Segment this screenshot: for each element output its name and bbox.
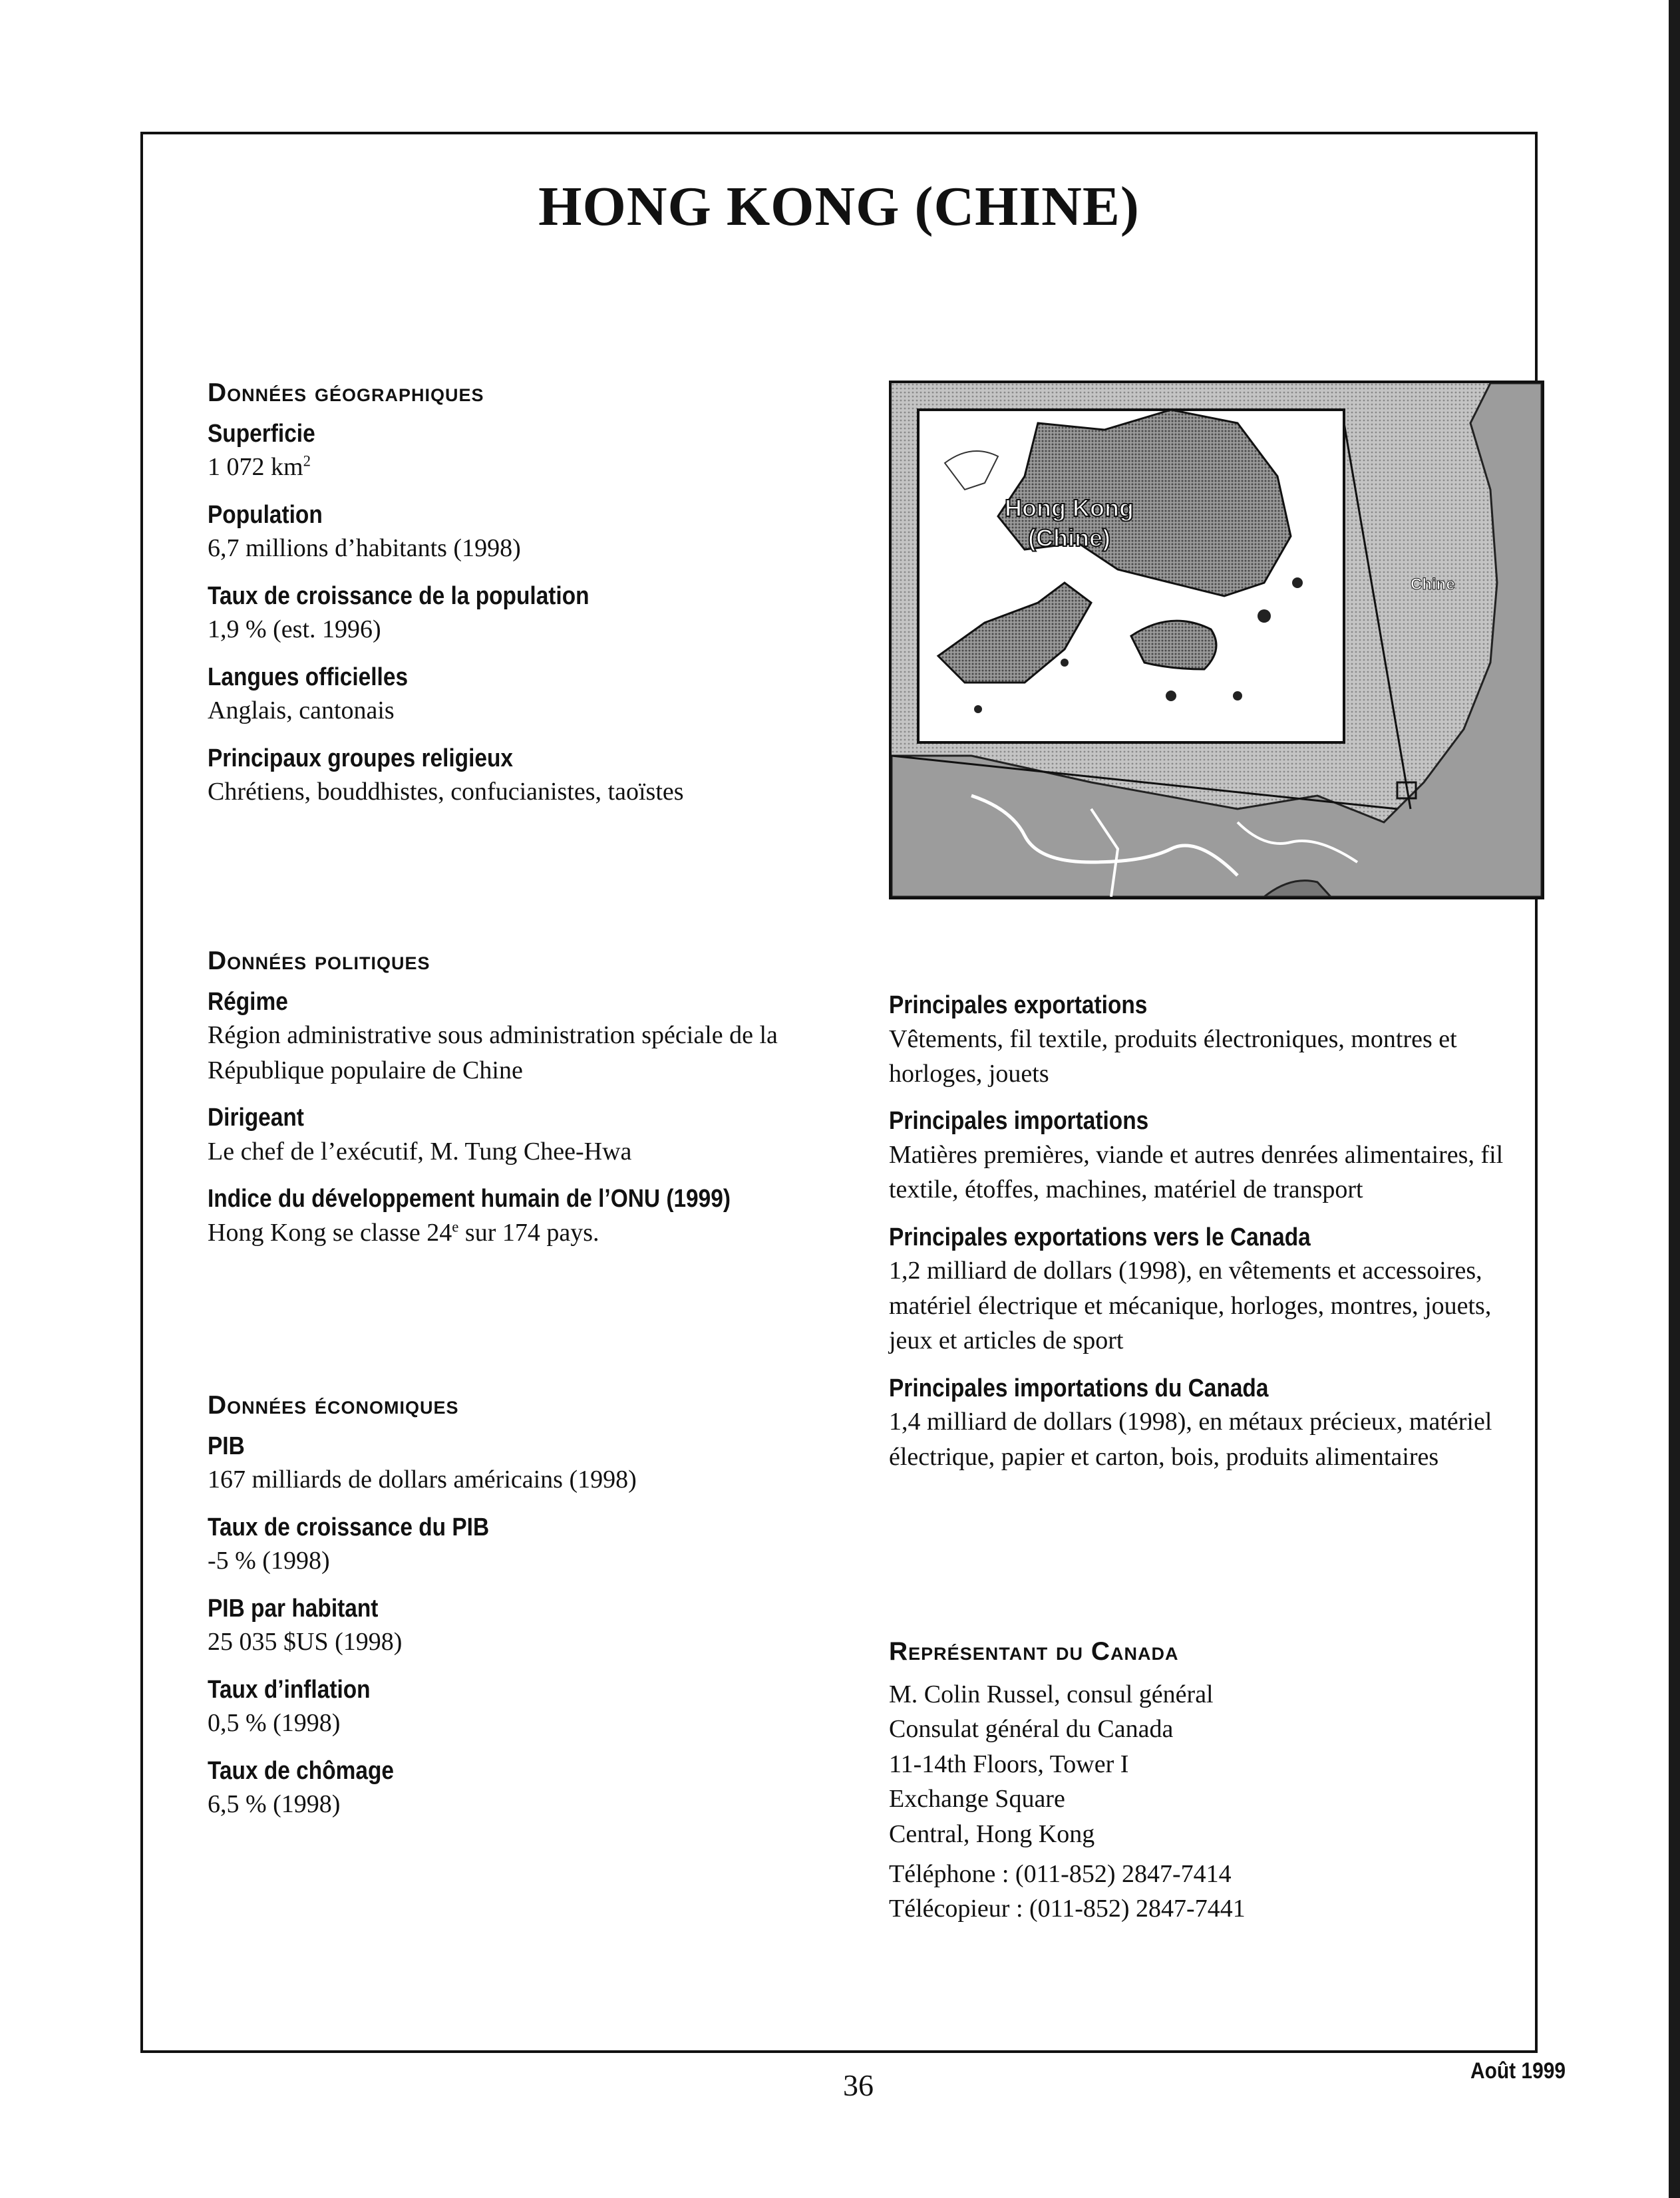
rep-line-1: M. Colin Russel, consul général — [889, 1680, 1214, 1708]
label-gdp-growth: Taux de croissance du PIB — [208, 1513, 490, 1541]
label-hdi: Indice du développement humain de l’ONU (1999) — [208, 1185, 731, 1213]
label-gdp-per-capita: PIB par habitant — [208, 1594, 379, 1623]
section-geographic — [208, 378, 846, 824]
label-unemployment: Taux de chômage — [208, 1756, 394, 1785]
value-exports: Vêtements, fil textile, produits électroniques, montres et horloges, jouets — [889, 1024, 1457, 1088]
rep-line-5: Central, Hong Kong — [889, 1819, 1095, 1848]
rep-line-3: 11-14th Floors, Tower I — [889, 1750, 1129, 1778]
value-imports: Matières premières, viande et autres denrées alimentaires, fil textile, étoffes, machines, matériel de transport — [889, 1140, 1504, 1204]
label-exports-canada: Principales exportations vers le Canada — [889, 1223, 1311, 1251]
section-heading-pol: Données politiques — [208, 947, 430, 975]
rep-line-2: Consulat général du Canada — [889, 1715, 1174, 1744]
value-gdp-per-capita: 25 035 $US (1998) — [208, 1628, 403, 1656]
value-regime: Région administrative sous administration spéciale de la République populaire de Chine — [208, 1021, 778, 1084]
label-imports: Principales importations — [889, 1107, 1149, 1136]
value-imports-canada: 1,4 milliard de dollars (1998), en métaux précieux, matériel électrique, papier et carton, bois, produits alimentaires — [889, 1408, 1492, 1471]
footer-date: Août 1999 — [1470, 2058, 1566, 2084]
value-leader: Le chef de l’exécutif, M. Tung Chee-Hwa — [208, 1137, 632, 1166]
scan-edge-bar — [1669, 0, 1680, 2198]
section-heading-geo: Données géographiques — [208, 379, 484, 407]
map-label-hk: Hong Kong — [1005, 494, 1134, 522]
location-map — [889, 381, 1544, 899]
page-title: HONG KONG (CHINE) — [538, 176, 1140, 237]
label-regime: Régime — [208, 987, 288, 1016]
value-superficie: 1 072 $km^2$ — [208, 452, 311, 482]
value-pop-growth: 1,9 % (est. 1996) — [208, 615, 381, 644]
label-leader: Dirigeant — [208, 1104, 304, 1132]
value-unemployment: 6,5 % (1998) — [208, 1790, 341, 1819]
label-exports: Principales exportations — [889, 991, 1148, 1019]
label-religions: Principaux groupes religieux — [208, 744, 514, 772]
label-population: Population — [208, 500, 323, 529]
value-exports-canada: 1,2 milliard de dollars (1998), en vêtements et accessoires, matériel électrique et mécanique, horloges, montres, jouets, jeux et articles de sport — [889, 1257, 1492, 1355]
label-gdp: PIB — [208, 1432, 245, 1460]
map-label-chine-paren: (Chine) — [1028, 524, 1110, 551]
value-gdp: 167 milliards de dollars américains (1998) — [208, 1466, 637, 1494]
rep-line-4: Exchange Square — [889, 1785, 1065, 1813]
rep-phone: Téléphone : (011-852) 2847-7414 — [889, 1859, 1232, 1888]
value-languages: Anglais, cantonais — [208, 697, 395, 725]
section-political — [208, 946, 846, 1265]
section-economic — [208, 1390, 846, 1836]
map-graphic — [892, 383, 1542, 897]
rep-fax: Télécopieur : (011-852) 2847-7441 — [889, 1895, 1246, 1923]
label-superficie: Superficie — [208, 419, 315, 448]
map-label-chine: Chine — [1411, 575, 1455, 593]
value-hdi: Hong Kong se classe 24e sur 174 pays. — [208, 1217, 599, 1247]
section-heading-rep: Représentant du Canada — [889, 1637, 1179, 1666]
page-number: 36 — [843, 2068, 874, 2102]
section-representative — [889, 1637, 1514, 1927]
section-trade — [889, 990, 1514, 1489]
section-heading-eco: Données économiques — [208, 1391, 459, 1420]
value-population: 6,7 millions d’habitants (1998) — [208, 534, 521, 563]
label-languages: Langues officielles — [208, 663, 409, 691]
label-pop-growth: Taux de croissance de la population — [208, 581, 589, 610]
label-imports-canada: Principales importations du Canada — [889, 1374, 1269, 1402]
value-religions: Chrétiens, bouddhistes, confucianistes, taoïstes — [208, 778, 684, 806]
label-inflation: Taux d’inflation — [208, 1675, 371, 1704]
value-inflation: 0,5 % (1998) — [208, 1709, 341, 1738]
value-gdp-growth: -5 % (1998) — [208, 1547, 330, 1575]
